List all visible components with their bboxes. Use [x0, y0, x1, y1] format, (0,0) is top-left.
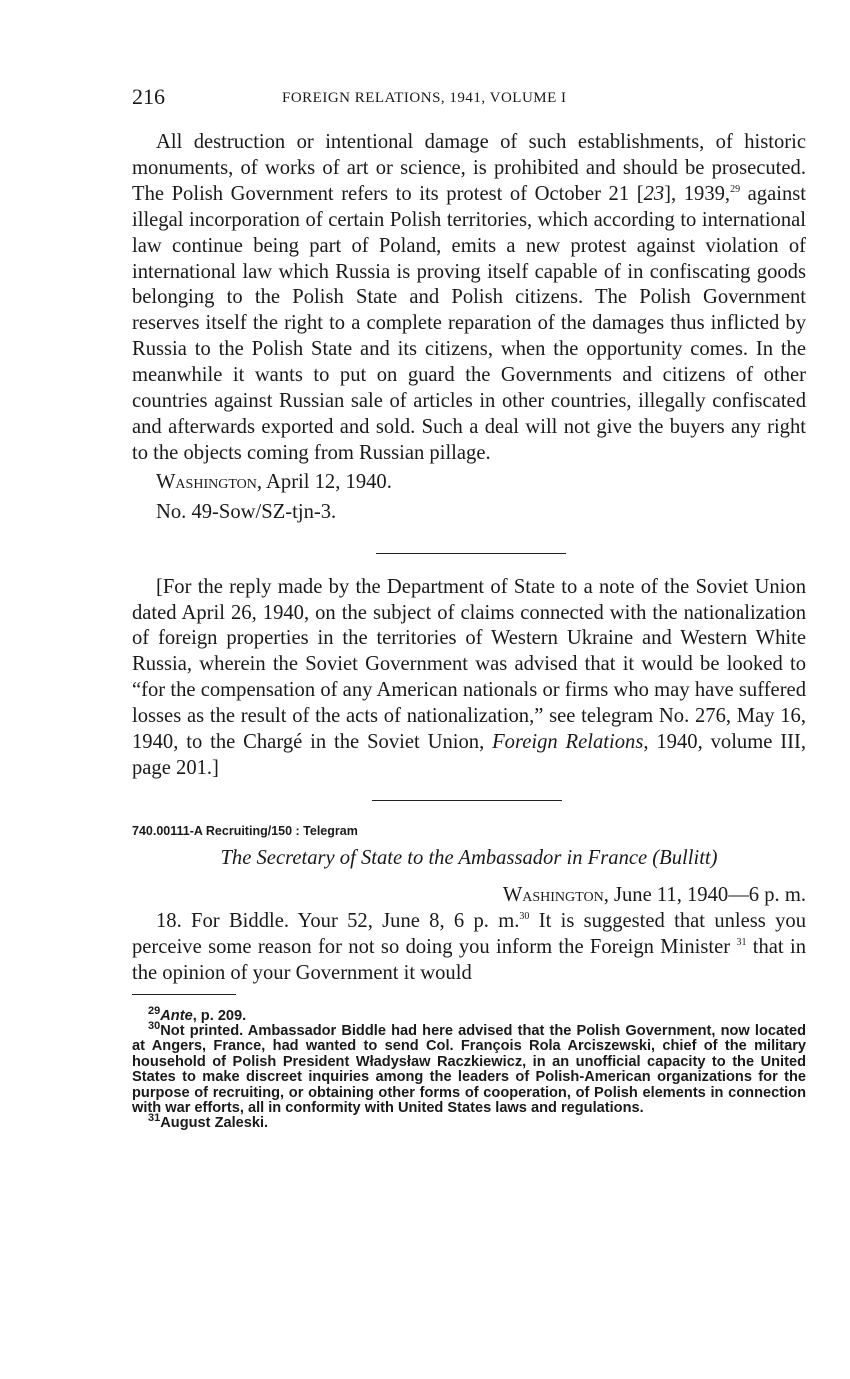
- document-title: The Secretary of State to the Ambassador in France (Bullitt): [220, 846, 718, 869]
- footnote-ref-31[interactable]: 31: [736, 936, 747, 948]
- telegram-dateline: Washington, June 11, 1940—6 p. m.: [502, 883, 806, 906]
- document-page: [132, 84, 806, 1132]
- page-number: 216: [132, 84, 165, 109]
- file-reference: 740.00111-A Recruiting/150 : Telegram: [132, 823, 358, 838]
- footnotes: [132, 1004, 806, 1132]
- page-header: [132, 84, 806, 118]
- bracketed-correction: 23: [643, 182, 665, 205]
- footnote-ref-30[interactable]: 30: [519, 910, 530, 922]
- protest-paragraph: All destruction or intentional damage of such establishments, of historic monuments, of works of art or science, is prohibited and should be prosecuted. The Polish Government refers to its protest of October 21 [23], 1939,29 against illegal incorporation of certain Polish territories, which according to international law continue being part of Poland, emits a new protest against violation of international law which Russia is proving itself capable of in confiscating goods belonging to the Polish State and Polish citizens. The Polish Government reserves itself the right to a complete reparation of the damages thus inflicted by Russia to the Polish State and its citizens, when the opportunity comes. In the meanwhile it wants to put on guard the Governments and citizens of other countries against Russian sale of articles in other countries, illegally confiscated and afterwards exported and sold. Such a deal will not give the buyers any right to the objects coming from Russian pillage.: [132, 131, 806, 464]
- footnote-divider: [132, 994, 236, 995]
- footnote-29: $^{29}$Ante, p. 209.: [148, 1004, 247, 1024]
- section-divider: [376, 553, 566, 554]
- note-number: No. 49-Sow/SZ-tjn-3.: [156, 500, 337, 523]
- footnote-30: $^{30}$Not printed. Ambassador Biddle had here advised that the Polish Government, now located at Angers, France, had wanted to send Col. François Rola Arciszewski, chief of the military household of Polish President Władysław Raczkiewicz, in an unofficial capacity to the United States to make discreet inquiries among the leaders of Polish-American organizations for the purpose of recruiting, or obtaining other forms of cooperation, of Polish elements in connection with war efforts, all in conformity with United States laws and regulations.: [132, 1020, 806, 1116]
- section-divider: [372, 800, 562, 801]
- note-dateline: Washington, April 12, 1940.: [156, 470, 392, 493]
- running-head: FOREIGN RELATIONS, 1941, VOLUME I: [282, 90, 567, 106]
- footnote-ref-29[interactable]: 29: [730, 183, 741, 195]
- telegram-body: 18. For Biddle. Your 52, June 8, 6 p. m.$^{30}$ It is suggested that unless you perceive some reason for not so doing you inform the Foreign Minister $^{31}$ that in the opinion of your Government it would: [132, 909, 806, 984]
- editorial-note-paragraph: [For the reply made by the Department of State to a note of the Soviet Union dated April 26, 1940, on the subject of claims connected with the nationalization of foreign properties in the territories of Western Ukraine and Western White Russia, wherein the Soviet Government was advised that it would be looked to “for the compensation of any American nationals or firms who may have suffered losses as the result of the acts of nationalization,” see telegram No. 276, May 16, 1940, to the Chargé in the Soviet Union, Foreign Relations, 1940, volume III, page 201.]: [132, 575, 806, 779]
- foreign-relations-citation: Foreign Relations: [492, 731, 644, 754]
- footnote-31: $^{31}$August Zaleski.: [148, 1112, 269, 1132]
